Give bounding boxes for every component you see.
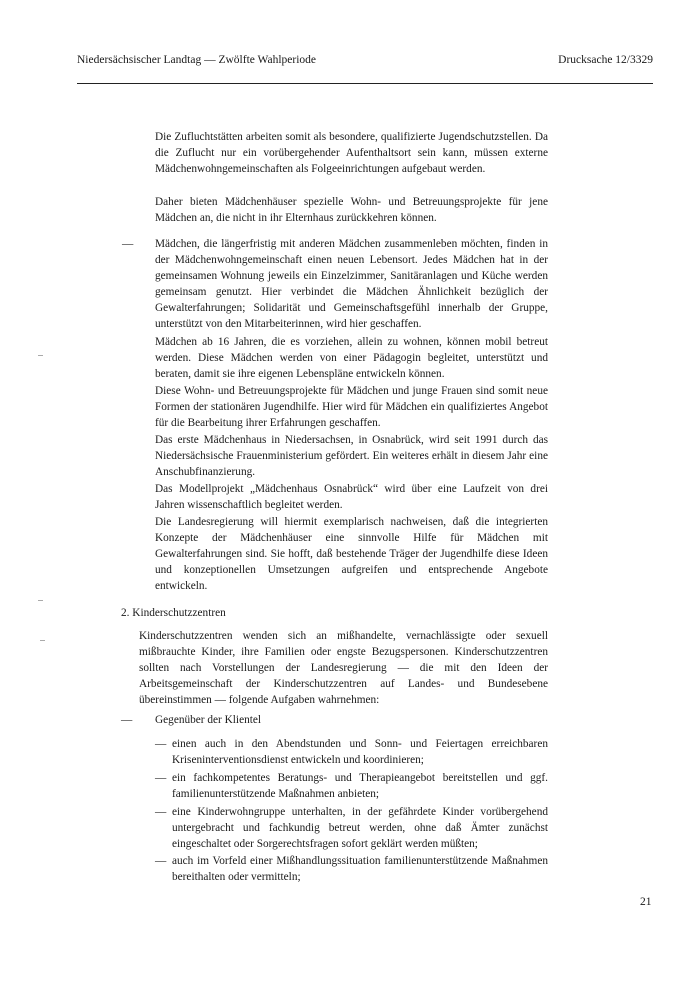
document-number: Drucksache 12/3329 (558, 54, 653, 66)
list-item: einen auch in den Abendstunden und Sonn- und Feiertagen erreichbaren Kriseninterventionsdienst entwickeln und koordinieren; (172, 738, 548, 766)
list-item: auch im Vorfeld einer Mißhandlungssituation familienunterstützende Maßnahmen bereithalten oder vermitteln; (172, 855, 548, 883)
paragraph: Kinderschutzzentren wenden sich an mißhandelte, vernachlässigte oder sexuell mißbrauchte Kinder, ihre Familien oder engste Bezugspersonen. Kinderschutzzentren sollten nach Vorstellungen der Landesregierung — die mit den Ideen der Arbeitsgemeinschaft der Kinderschutzzentren auf Landes- und Bundesebene übereinstimmen — folgende Aufgaben wahrnehmen: (139, 630, 548, 706)
paragraph: Das Modellprojekt „Mädchenhaus Osnabrück“ wird über eine Laufzeit von drei Jahren wissenschaftlich begleitet werden. (155, 483, 548, 511)
margin-mark (40, 640, 45, 641)
list-item: ein fachkompetentes Beratungs- und Therapieangebot bereitstellen und ggf. familienunterstützende Maßnahmen anbieten; (172, 772, 548, 800)
list-item: eine Kinderwohngruppe unterhalten, in der gefährdete Kinder vorübergehend untergebracht und fachkundig betreut werden, ohne daß Ämter zunächst eingeschaltet oder Sorgerechtsfragen sofort geklärt werden müßten; (172, 806, 548, 850)
section-heading: 2. Kinderschutzzentren (121, 607, 226, 619)
list-heading: Gegenüber der Klientel (155, 714, 262, 726)
paragraph: Die Zufluchtstätten arbeiten somit als besondere, qualifizierte Jugendschutzstellen. Da die Zuflucht nur ein vorübergehender Aufenthaltsort sein kann, müssen externe Mädchenwohngemeinschaften als Folgeeinrichtungen aufgebaut werden. (155, 131, 548, 175)
paragraph: Daher bieten Mädchenhäuser spezielle Wohn- und Betreuungsprojekte für jene Mädchen an, die nicht in ihr Elternhaus zurückkehren können. (155, 196, 548, 224)
page-header (77, 54, 653, 66)
page-number: 21 (640, 896, 652, 908)
list-dash: — (121, 714, 133, 726)
paragraph: Das erste Mädchenhaus in Niedersachsen, in Osnabrück, wird seit 1991 durch das Niedersächsische Frauenministerium gefördert. Ein weiteres erhält in diesem Jahr eine Anschubfinanzierung. (155, 434, 548, 478)
list-dash: — (122, 238, 134, 250)
list-dash: — (155, 738, 167, 750)
margin-mark (38, 600, 43, 601)
list-dash: — (155, 806, 167, 818)
paragraph: Mädchen ab 16 Jahren, die es vorziehen, allein zu wohnen, können mobil betreut werden. Diese Mädchen werden von einer Pädagogin begleitet, unterstützt und beraten, damit sie ihre eigenen Lebenspläne entwickeln können. (155, 336, 548, 380)
list-dash: — (155, 855, 167, 867)
paragraph: Diese Wohn- und Betreuungsprojekte für Mädchen und junge Frauen sind somit neue Formen der stationären Jugendhilfe. Hier wird für Mädchen ein qualifiziertes Angebot für die Bearbeitung ihrer Erfahrungen geschaffen. (155, 385, 548, 429)
paragraph: Mädchen, die längerfristig mit anderen Mädchen zusammenleben möchten, finden in der Mädchenwohngemeinschaft einen neuen Lebensort. Jedes Mädchen hat in der gemeinsamen Wohnung jeweils ein Einzelzimmer, Sanitäranlagen und Küche werden gemeinsam genutzt. Hier verbindet die Mädchen Ähnlichkeit bezüglich der Gewalterfahrungen; Solidarität und Gemeinschaftsgefühl innerhalb der Gruppe, unterstützt von den Mitarbeiterinnen, wird hier geschaffen. (155, 238, 548, 330)
margin-mark (38, 355, 43, 356)
header-rule (77, 83, 653, 84)
header-title: Niedersächsischer Landtag — Zwölfte Wahlperiode (77, 54, 316, 66)
paragraph: Die Landesregierung will hiermit exemplarisch nachweisen, daß die integrierten Konzepte der Mädchenhäuser eine sinnvolle Hilfe für Mädchen mit Gewalterfahrungen sind. Sie hofft, daß bestehende Träger der Jugendhilfe diese Ideen und konzeptionellen Umsetzungen aufgreifen und entsprechende Angebote entwickeln. (155, 516, 548, 592)
list-dash: — (155, 772, 167, 784)
